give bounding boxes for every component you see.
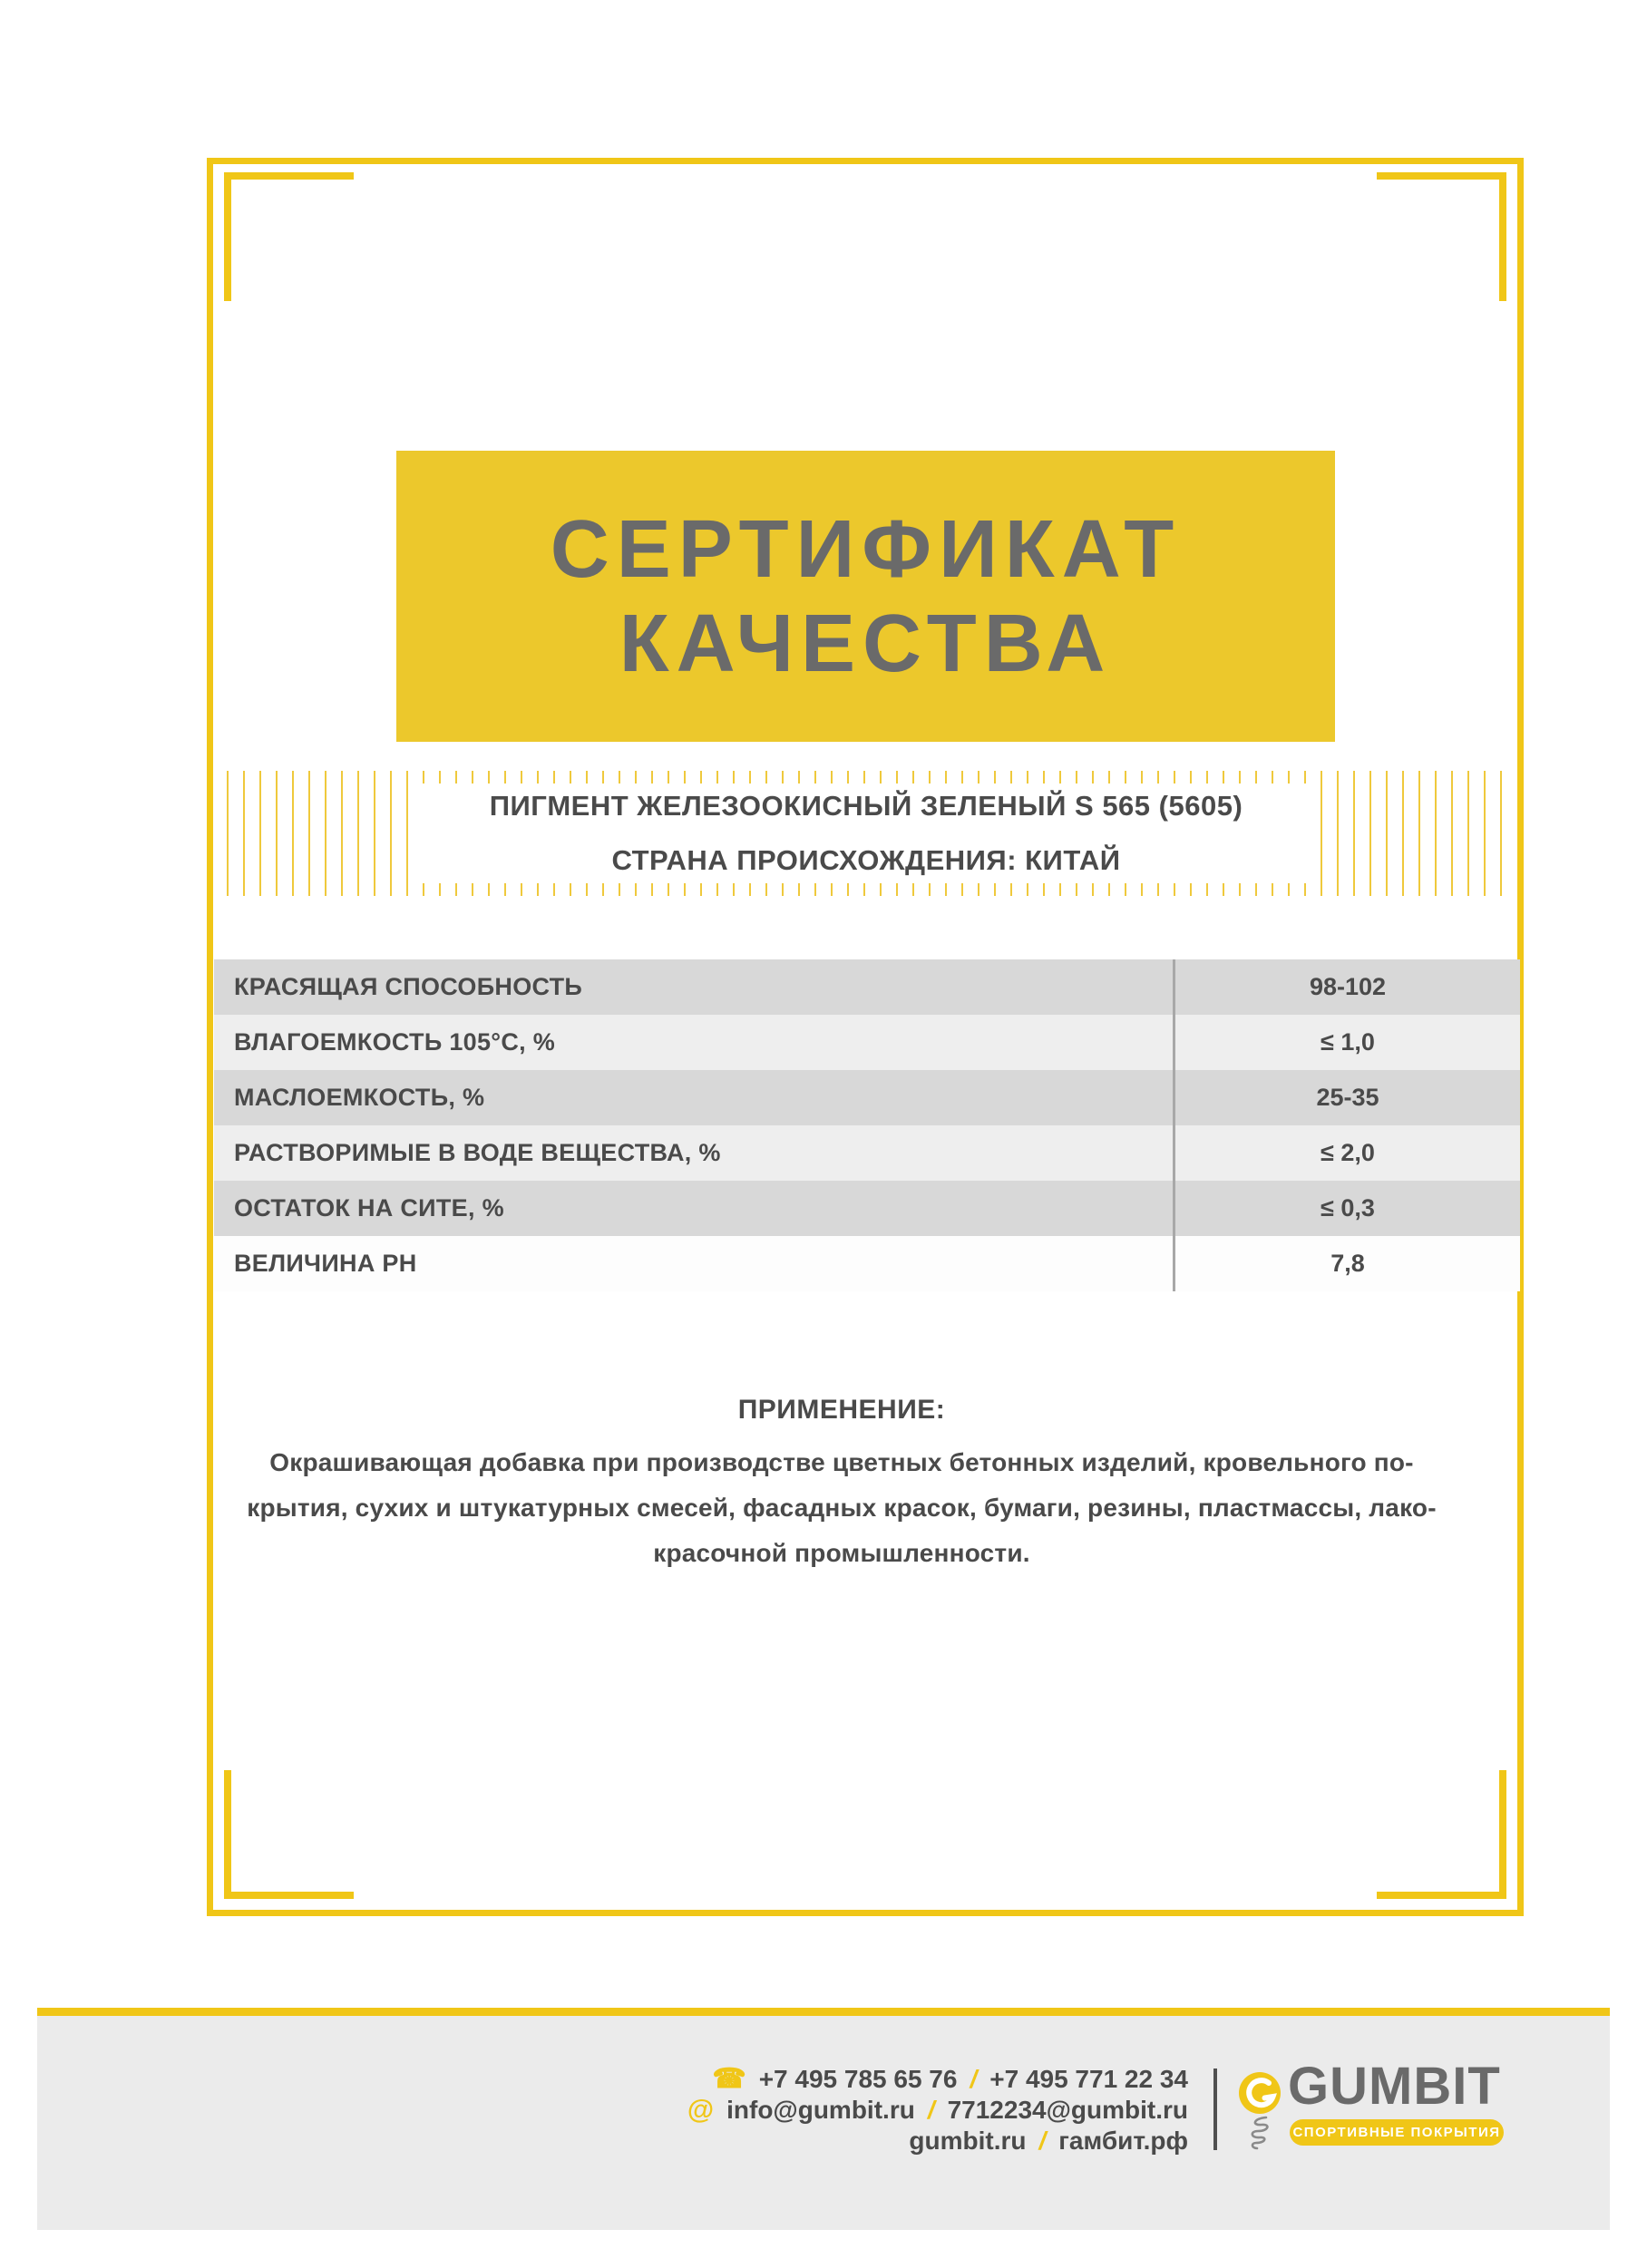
table-cell-value: 25-35 bbox=[1173, 1070, 1520, 1125]
email-2: 7712234@gumbit.ru bbox=[947, 2096, 1188, 2124]
product-subtitle-box bbox=[417, 784, 1316, 883]
table-cell-label: ВЛАГОЕМКОСТЬ 105°С, % bbox=[234, 1028, 556, 1056]
table-cell-label: ВЕЛИЧИНА PH bbox=[234, 1250, 417, 1277]
application-line: красочной промышленности. bbox=[653, 1539, 1030, 1567]
table-row bbox=[214, 1015, 1520, 1070]
page-title-line1: СЕРТИФИКАТ bbox=[550, 503, 1182, 595]
application-heading: ПРИМЕНЕНИЕ: bbox=[737, 1395, 946, 1425]
separator-slash: / bbox=[1038, 2127, 1047, 2155]
product-name: ПИГМЕНТ ЖЕЛЕЗООКИСНЫЙ ЗЕЛЕНЫЙ S 565 (5605) bbox=[489, 790, 1243, 822]
spec-table bbox=[214, 959, 1520, 1291]
gumbit-ball-icon bbox=[1239, 2072, 1281, 2114]
table-cell-value: 7,8 bbox=[1173, 1236, 1520, 1291]
table-row bbox=[214, 1070, 1520, 1125]
frame-corner-mark-bottom-right bbox=[1377, 1770, 1506, 1899]
table-cell-value: ≤ 2,0 bbox=[1173, 1125, 1520, 1181]
table-row bbox=[214, 1125, 1520, 1181]
country-of-origin: СТРАНА ПРОИСХОЖДЕНИЯ: КИТАЙ bbox=[611, 844, 1121, 876]
table-cell-label: ОСТАТОК НА СИТЕ, % bbox=[234, 1194, 504, 1222]
separator-slash: / bbox=[970, 2065, 978, 2093]
application-paragraph bbox=[189, 1440, 1495, 1576]
frame-corner-mark-top-right bbox=[1377, 172, 1506, 301]
table-cell-label: МАСЛОЕМКОСТЬ, % bbox=[234, 1084, 485, 1111]
footer-yellow-rule bbox=[37, 2008, 1610, 2016]
frame-corner-mark-top-left bbox=[224, 172, 354, 301]
frame-corner-mark-bottom-left bbox=[224, 1770, 354, 1899]
table-row bbox=[214, 1236, 1520, 1291]
gumbit-logo-text: GUMBIT bbox=[1288, 2057, 1501, 2116]
phone-icon: ☎ bbox=[712, 2064, 746, 2094]
table-cell-label: КРАСЯЩАЯ СПОСОБНОСТЬ bbox=[234, 973, 583, 1000]
table-row bbox=[214, 1181, 1520, 1236]
application-line: Окрашивающая добавка при производстве цветных бетонных изделий, кровельного по- bbox=[269, 1448, 1414, 1476]
at-icon: @ bbox=[687, 2095, 715, 2125]
certificate-title-box bbox=[396, 451, 1335, 742]
table-cell-label: РАСТВОРИМЫЕ В ВОДЕ ВЕЩЕСТВА, % bbox=[234, 1139, 721, 1166]
website-2: гамбит.рф bbox=[1058, 2127, 1188, 2155]
page-title-line2: КАЧЕСТВА bbox=[619, 598, 1113, 689]
phone-number-2: +7 495 771 22 34 bbox=[989, 2065, 1188, 2093]
spring-doodle-icon bbox=[1244, 2115, 1273, 2151]
pinstripe-band bbox=[227, 771, 1506, 896]
table-row bbox=[214, 959, 1520, 1015]
application-line: крытия, сухих и штукатурных смесей, фасадных красок, бумаги, резины, пластмассы, лако- bbox=[247, 1494, 1437, 1522]
email-1: info@gumbit.ru bbox=[726, 2096, 915, 2124]
table-cell-value: ≤ 1,0 bbox=[1173, 1015, 1520, 1070]
footer-email-line bbox=[687, 2095, 1188, 2126]
gumbit-tagline-pill: СПОРТИВНЫЕ ПОКРЫТИЯ bbox=[1290, 2119, 1504, 2146]
footer-vertical-divider bbox=[1213, 2068, 1217, 2150]
website-1: gumbit.ru bbox=[909, 2127, 1027, 2155]
table-cell-value: ≤ 0,3 bbox=[1173, 1181, 1520, 1236]
separator-slash: / bbox=[927, 2096, 935, 2124]
footer-contacts bbox=[687, 2064, 1188, 2156]
table-cell-value: 98-102 bbox=[1173, 959, 1520, 1015]
phone-number-1: +7 495 785 65 76 bbox=[758, 2065, 958, 2093]
footer-sites-line bbox=[909, 2126, 1188, 2156]
footer-phone-line bbox=[712, 2064, 1188, 2095]
